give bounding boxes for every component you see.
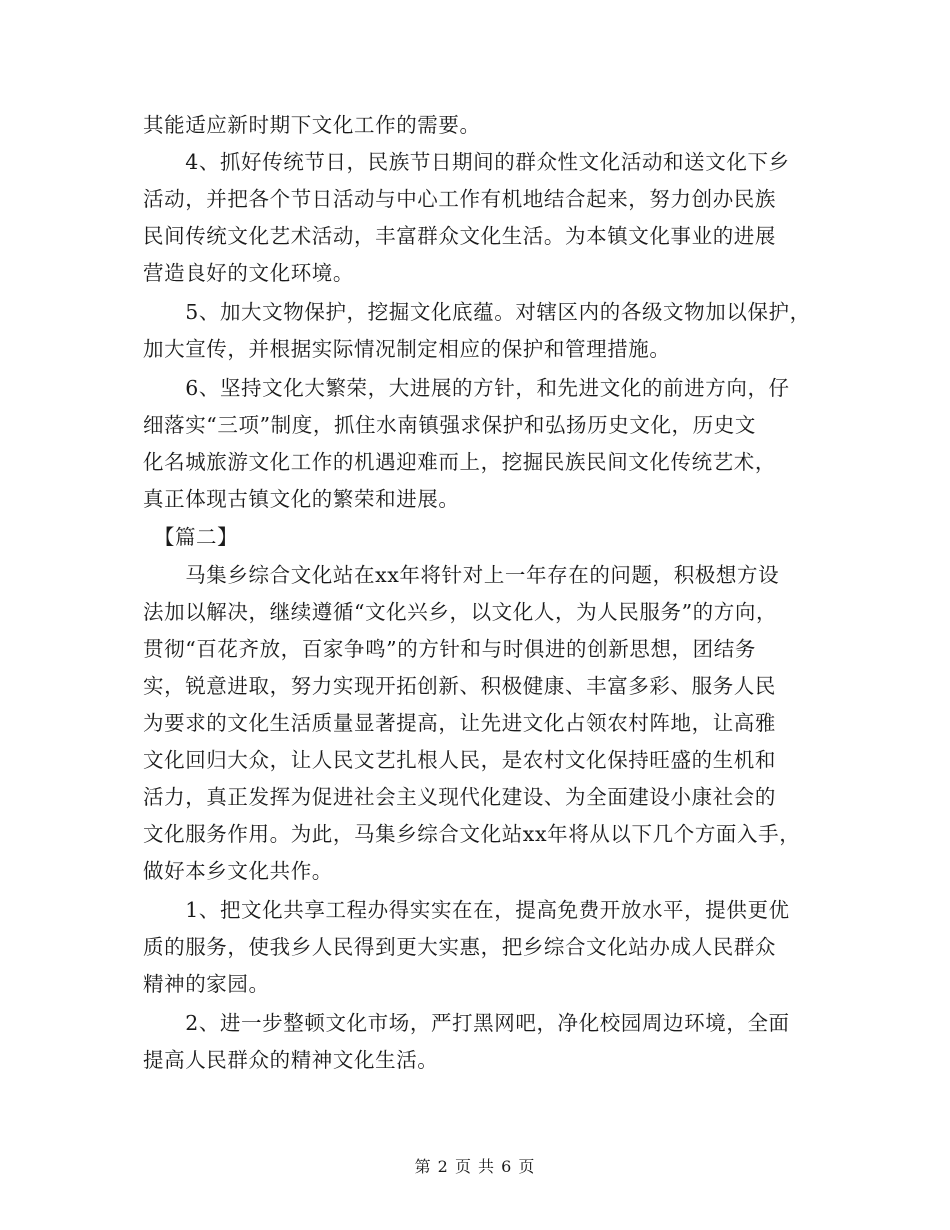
text-line: 4、抓好传统节日，民族节日期间的群众性文化活动和送文化下乡 (143, 150, 790, 174)
page-number-footer: 第 2 页 共 6 页 (414, 1157, 536, 1176)
text-line: 真正体现古镇文化的繁荣和进展。 (143, 487, 460, 511)
text-line: 质的服务，使我乡人民得到更大实惠，把乡综合文化站办成人民群众 (143, 935, 776, 959)
text-line: 文化回归大众，让人民文艺扎根人民，是农村文化保持旺盛的生机和 (143, 748, 776, 772)
text-line: 活力，真正发挥为促进社会主义现代化建设、为全面建设小康社会的 (143, 785, 776, 809)
text-line: 贯彻“百花齐放，百家争鸣”的方针和与时俱进的创新思想，团结务 (143, 637, 756, 661)
text-line: 化名城旅游文化工作的机遇迎难而上，挖掘民族民间文化传统艺术， (143, 450, 776, 474)
section-heading: 【篇二】 (143, 525, 239, 549)
text-line: 1、把文化共享工程办得实实在在，提高免费开放水平，提供更优 (143, 898, 790, 922)
text-line: 做好本乡文化共作。 (143, 859, 333, 883)
text-line: 活动，并把各个节日活动与中心工作有机地结合起来，努力创办民族 (143, 187, 776, 211)
text-line: 民间传统文化艺术活动，丰富群众文化生活。为本镇文化事业的进展 (143, 224, 776, 248)
text-line: 马集乡综合文化站在xx年将针对上一年存在的问题，积极想方设 (143, 563, 780, 587)
text-line: 法加以解决，继续遵循“文化兴乡，以文化人，为人民服务”的方向， (143, 600, 778, 624)
text-line: 实，锐意进取，努力实现开拓创新、积极健康、丰富多彩、服务人民 (143, 674, 776, 698)
text-line: 加大宣传，并根据实际情况制定相应的保护和管理措施。 (143, 337, 671, 361)
text-line: 其能适应新时期下文化工作的需要。 (143, 113, 481, 137)
text-line: 5、加大文物保护，挖掘文化底蕴。对辖区内的各级文物加以保护， (143, 300, 811, 324)
text-line: 提高人民群众的精神文化生活。 (143, 1048, 439, 1072)
text-line: 6、坚持文化大繁荣，大进展的方针，和先进文化的前进方向，仔 (143, 376, 790, 400)
text-line: 营造良好的文化环境。 (143, 261, 354, 285)
text-line: 2、进一步整顿文化市场，严打黑网吧，净化校园周边环境，全面 (143, 1011, 790, 1035)
text-line: 为要求的文化生活质量显著提高，让先进文化占领农村阵地，让高雅 (143, 711, 776, 735)
text-line: 文化服务作用。为此，马集乡综合文化站xx年将从以下几个方面入手， (143, 822, 801, 846)
text-line: 细落实“三项”制度，抓住水南镇强求保护和弘扬历史文化，历史文 (143, 413, 756, 437)
text-line: 精神的家园。 (143, 972, 270, 996)
